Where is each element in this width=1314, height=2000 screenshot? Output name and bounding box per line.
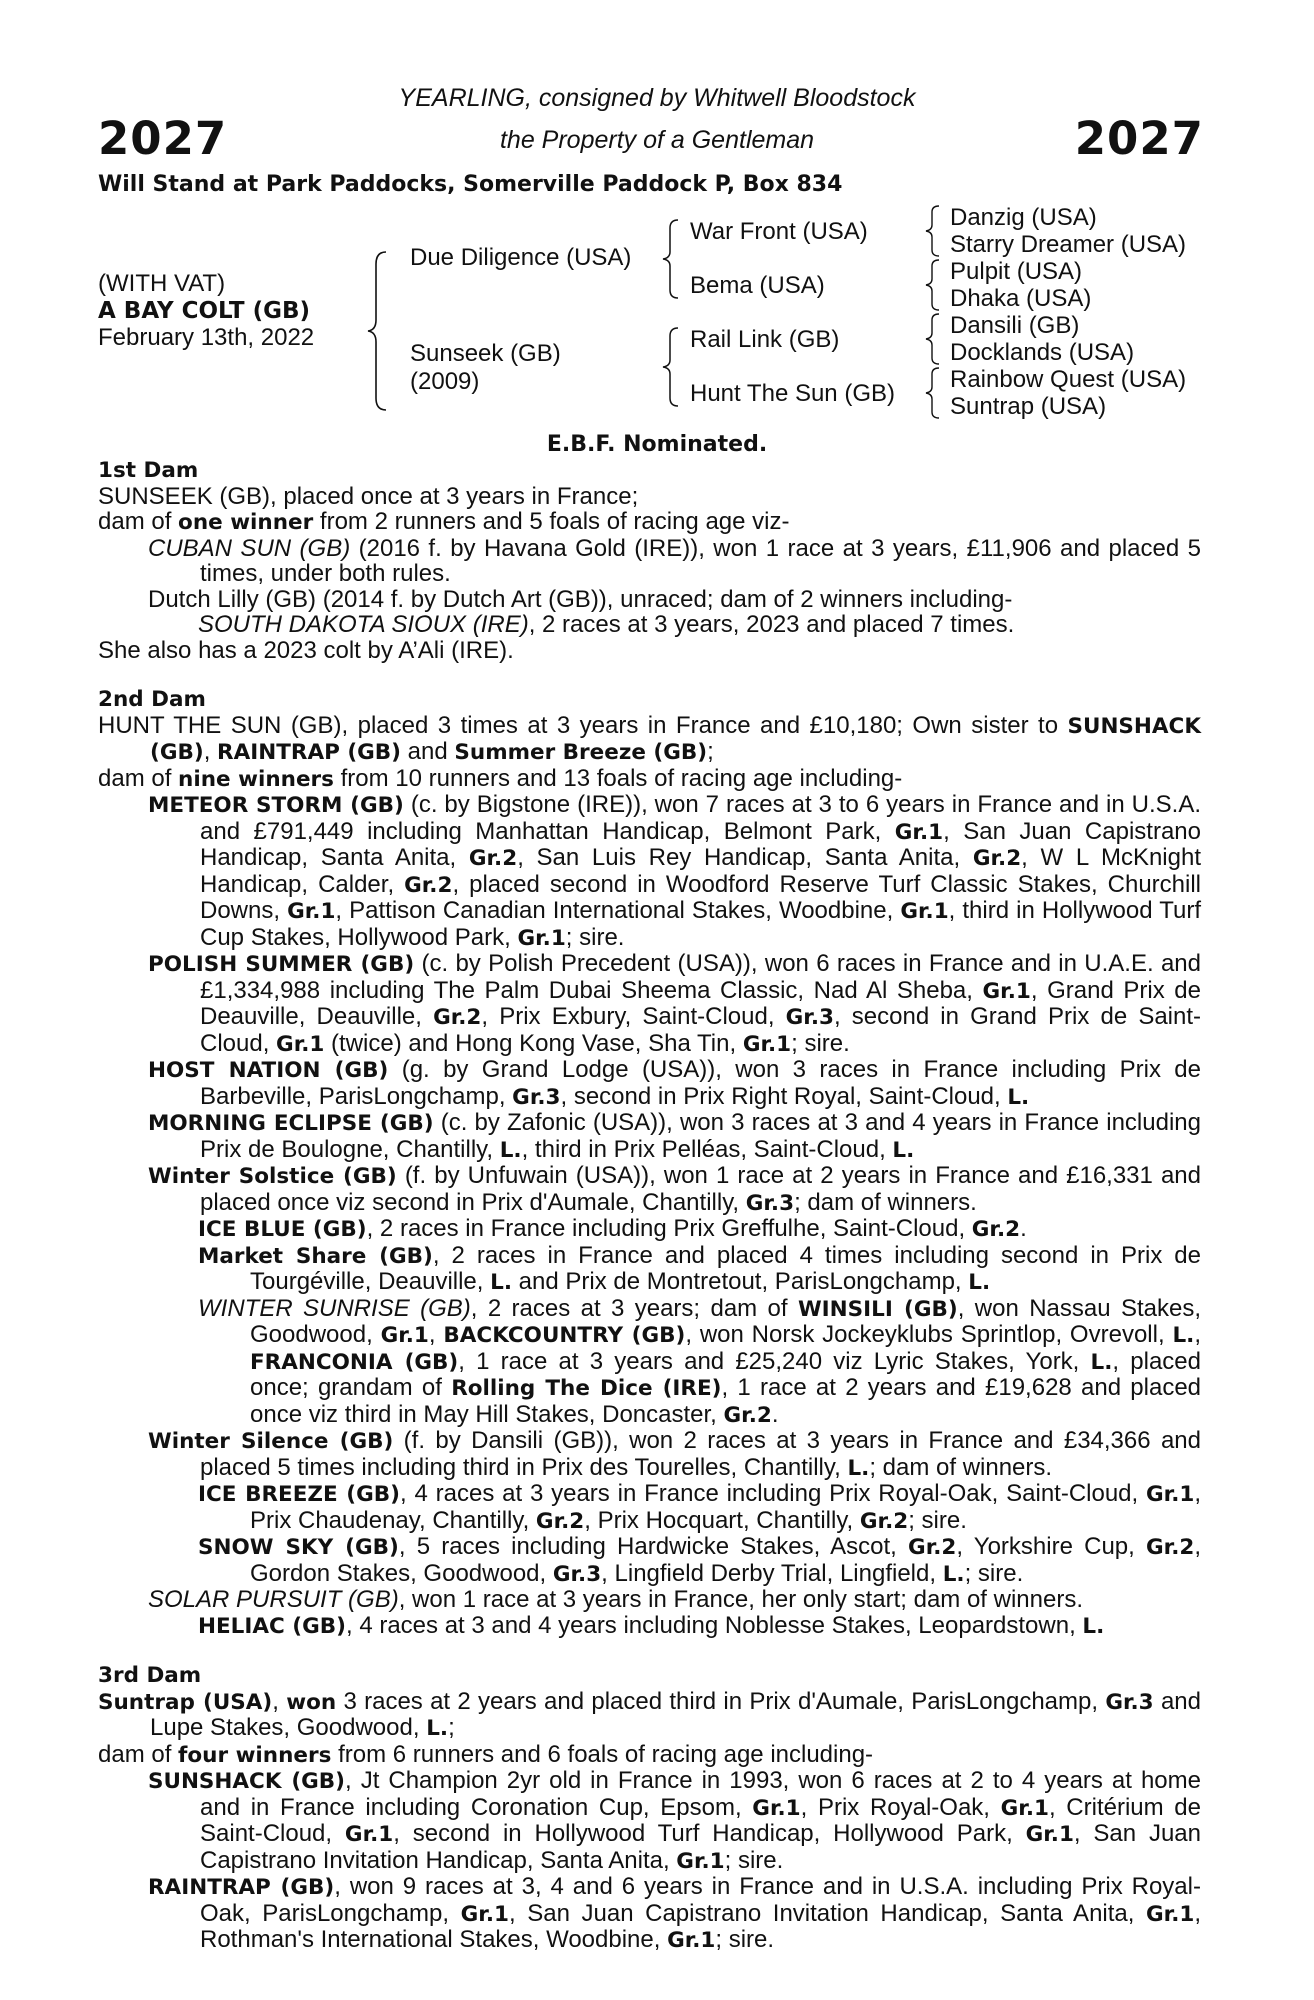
pedigree-sds: Pulpit (USA) [950,258,1083,285]
third-dam-intro: Suntrap (USA), won 3 races at 2 years and placed third in Prix d'Aumale, ParisLongchamp, Gr.3 and Lupe Stakes, Goodwood, L.; [98,1687,1201,1741]
pedigree-dam-year: (2009) [410,368,480,395]
produce-entry: Winter Solstice (GB) (f. by Unfuwain (USA)), won 1 race at 2 years in France and £16,331 and placed once viz second in Prix d'Aumale, Chantilly, Gr.3; dam of winners. [148,1162,1201,1216]
pedigree-brace-g1 [922,204,944,258]
produce-entry: METEOR STORM (GB) (c. by Bigstone (IRE)), won 7 races at 3 to 6 years in France and in U.S.A. and £791,449 including Manhattan Handicap, Belmont Park, Gr.1, San Juan Capistrano Handicap, Santa Anita, Gr.2, San Luis Rey Handicap, Santa Anita, Gr.2, W L McKnight Handicap, Calder, Gr.2, placed second in Woodford Reserve Turf Classic Stakes, Churchill Downs, Gr.1, Pattison Canadian International Stakes, Woodbine, Gr.1, third in Hollywood Turf Cup Stakes, Hollywood Park, Gr.1; sire. [148,791,1202,951]
property-line: the Property of a Gentleman [499,126,815,154]
produce-entry: WINTER SUNRISE (GB), 2 races at 3 years; dam of WINSILI (GB), won Nassau Stakes, Goodwood, Gr.1, BACKCOUNTRY (GB), won Norsk Jockeyklubs Sprintlop, Ovrevoll, L., FRANCONIA (GB), 1 race at 3 years and £25,240 viz Lyric Stakes, York, L., placed once; grandam of Rolling The Dice (IRE), 1 race at 2 years and £19,628 and placed once viz third in May Hill Stakes, Doncaster, Gr.2. [198,1294,1202,1428]
produce-entry: MORNING ECLIPSE (GB) (c. by Zafonic (USA)), won 3 races at 3 and 4 years in France including Prix de Boulogne, Chantilly, L., third in Prix Pelléas, Saint-Cloud, L. [148,1109,1201,1163]
produce-entry: SUNSHACK (GB), Jt Champion 2yr old in France in 1993, won 6 races at 2 to 4 years at home and in France including Coronation Cup, Epsom, Gr.1, Prix Royal-Oak, Gr.1, Critérium de Saint-Cloud, Gr.1, second in Hollywood Turf Handicap, Hollywood Park, Gr.1, San Juan Capistrano Invitation Handicap, Santa Anita, Gr.1; sire. [148,1767,1202,1874]
produce-entry: SOLAR PURSUIT (GB), won 1 race at 3 years in France, her only start; dam of winners. [148,1586,1084,1613]
second-dam-produce: dam of nine winners from 10 runners and 13 foals of racing age including- [98,764,903,792]
produce-entry: HELIAC (GB), 4 races at 3 and 4 years including Noblesse Stakes, Leopardstown, L. [198,1611,1105,1639]
produce-entry: Market Share (GB), 2 races in France and placed 4 times including second in Prix de Tourgéville, Deauville, L. and Prix de Montretout, ParisLongchamp, L. [198,1241,1201,1295]
pedigree-dds: Rainbow Quest (USA) [950,366,1187,393]
first-dam-note: She also has a 2023 colt by A’Ali (IRE). [98,636,514,664]
lot-number-left: 2027 [98,112,228,165]
pedigree-sire: Due Diligence (USA) [410,244,632,271]
second-dam-intro: HUNT THE SUN (GB), placed 3 times at 3 years in France and £10,180; Own sister to SUNSHACK (GB), RAINTRAP (GB) and Summer Breeze (GB); [98,711,1201,765]
pedigree-brace-main [364,250,392,412]
produce-entry: POLISH SUMMER (GB) (c. by Polish Precedent (USA)), won 6 races in France and in U.A.E. and £1,334,988 including The Palm Dubai Sheema Classic, Nad Al Sheba, Gr.1, Grand Prix de Deauville, Deauville, Gr.2, Prix Exbury, Saint-Cloud, Gr.3, second in Grand Prix de Saint-Cloud, Gr.1 (twice) and Hong Kong Vase, Sha Tin, Gr.1; sire. [148,950,1202,1057]
pedigree-dam-sire: Rail Link (GB) [690,326,840,353]
produce-entry: ICE BLUE (GB), 2 races in France including Prix Greffulhe, Saint-Cloud, Gr.2. [198,1215,1027,1242]
pedigree-sire-sire: War Front (USA) [690,218,868,245]
pedigree-sdd: Dhaka (USA) [950,285,1092,312]
pedigree-brace-dam [660,326,682,408]
pedigree-dss: Dansili (GB) [950,312,1080,339]
first-dam-produce: dam of one winner from 2 runners and 5 foals of racing age viz- [98,508,790,535]
ebf-nomination: E.B.F. Nominated. [546,432,768,457]
produce-entry: ICE BREEZE (GB), 4 races at 3 years in France including Prix Royal-Oak, Saint-Cloud, Gr.1, Prix Chaudenay, Chantilly, Gr.2, Prix Hocquart, Chantilly, Gr.2; sire. [198,1480,1201,1534]
lot-number-right: 2027 [1074,112,1204,165]
produce-entry: SOUTH DAKOTA SIOUX (IRE), 2 races at 3 years, 2023 and placed 7 times. [198,611,1015,638]
foaling-date: February 13th, 2022 [98,324,315,351]
second-dam-heading: 2nd Dam [98,687,206,712]
pedigree-sss: Danzig (USA) [950,204,1097,231]
third-dam-produce: dam of four winners from 6 runners and 6 foals of racing age including- [98,1740,874,1768]
pedigree-brace-g3 [922,312,944,366]
pedigree-ssd: Starry Dreamer (USA) [950,231,1187,258]
produce-record [98,458,1201,1954]
pedigree-dsd: Docklands (USA) [950,339,1135,366]
pedigree-brace-g2 [922,258,944,312]
pedigree-ddd: Suntrap (USA) [950,393,1107,420]
pedigree-dam: Sunseek (GB) [410,340,561,367]
produce-entry: Winter Silence (GB) (f. by Dansili (GB)), won 2 races at 3 years in France and £34,366 and placed 5 times including third in Prix des Tourelles, Chantilly, L.; dam of winners. [148,1427,1201,1481]
third-dam-heading: 3rd Dam [98,1663,202,1688]
pedigree-dam-dam: Hunt The Sun (GB) [690,380,895,407]
stand-location: Will Stand at Park Paddocks, Somerville Paddock P, Box 834 [98,172,843,197]
produce-entry: RAINTRAP (GB), won 9 races at 3, 4 and 6 years in France and in U.S.A. including Prix Royal-Oak, ParisLongchamp, Gr.1, San Juan Capistrano Invitation Handicap, Santa Anita, Gr.1, Rothman's International Stakes, Woodbine, Gr.1; sire. [148,1873,1202,1953]
produce-entry: CUBAN SUN (GB) (2016 f. by Havana Gold (IRE)), won 1 race at 3 years, £11,906 and placed 5 times, under both rules. [148,534,1201,587]
horse-name: A BAY COLT (GB) [98,298,311,324]
produce-entry: Dutch Lilly (GB) (2014 f. by Dutch Art (GB)), unraced; dam of 2 winners including- [148,585,1013,613]
first-dam-line: SUNSEEK (GB), placed once at 3 years in France; [98,482,639,510]
produce-entry: HOST NATION (GB) (g. by Grand Lodge (USA)), won 3 races in France including Prix de Barbeville, ParisLongchamp, Gr.3, second in Prix Right Royal, Saint-Cloud, L. [148,1056,1201,1110]
first-dam-heading: 1st Dam [98,458,199,483]
pedigree-sire-dam: Bema (USA) [690,272,825,299]
pedigree-brace-g4 [922,366,944,420]
produce-entry: SNOW SKY (GB), 5 races including Hardwicke Stakes, Ascot, Gr.2, Yorkshire Cup, Gr.2, Gordon Stakes, Goodwood, Gr.3, Lingfield Derby Trial, Lingfield, L.; sire. [198,1533,1201,1587]
vat-note: (WITH VAT) [98,270,226,297]
pedigree-brace-sire [660,218,682,300]
consignor-line: YEARLING, consigned by Whitwell Bloodstock [398,84,916,112]
